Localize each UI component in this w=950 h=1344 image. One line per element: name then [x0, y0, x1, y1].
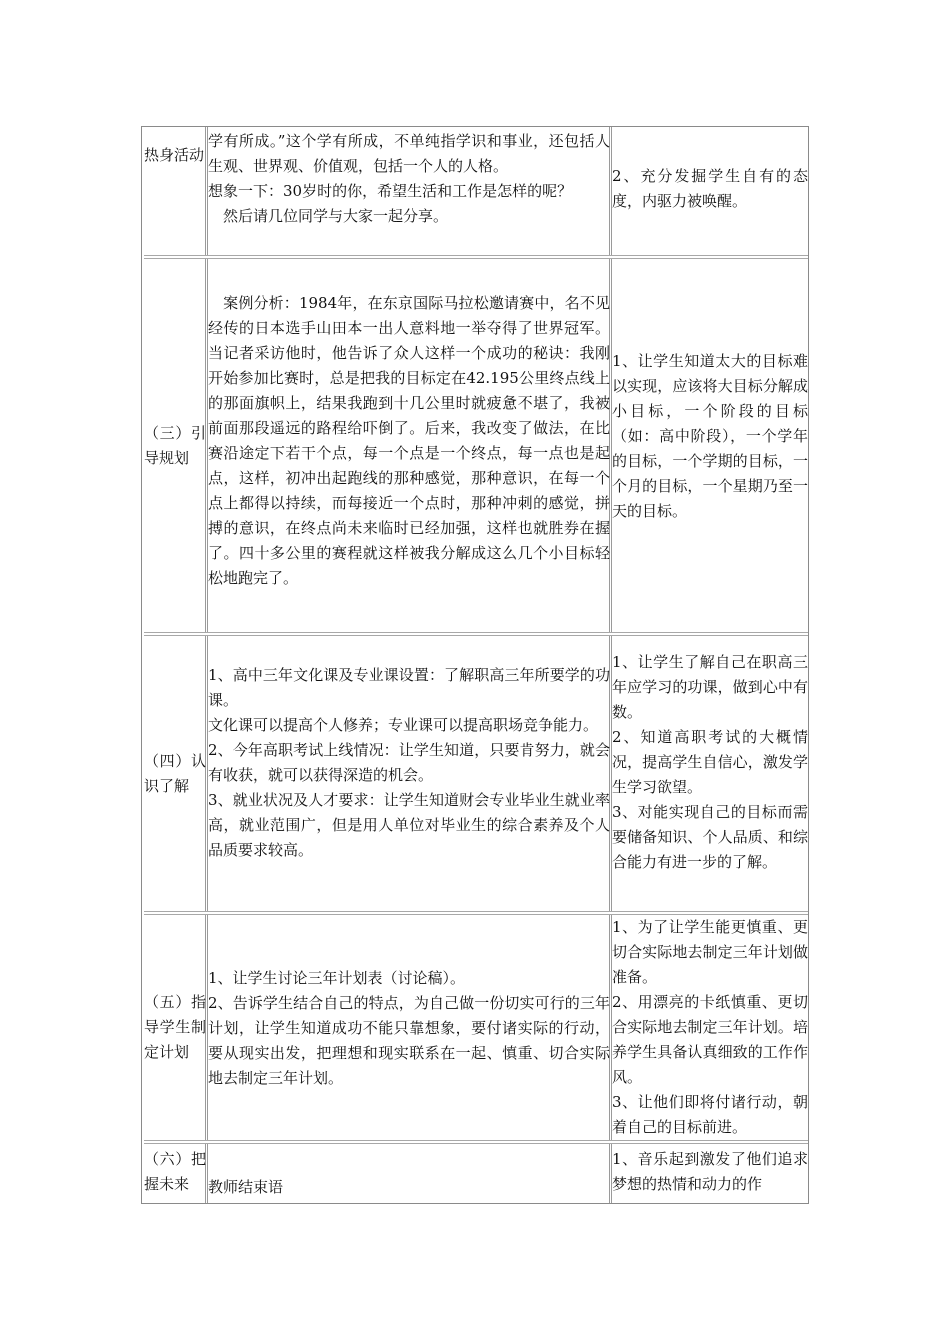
content-paragraph: 学有所成。”这个学有所成，不单纯指学识和事业，还包括人生观、世界观、价值观，包括一个人的人格。: [208, 132, 610, 175]
row-label-cell: [144, 259, 206, 632]
content-cell: [208, 636, 610, 911]
purpose-paragraph: 2、知道高职考试的大概情况，提高学生自信心，激发学生学习欲望。: [612, 728, 808, 796]
purpose-paragraph: 1、音乐起到激发了他们追求梦想的热情和动力的作: [612, 1150, 808, 1193]
purpose-paragraph: 1、让学生知道太大的目标难以实现，应该将大目标分解成小目标，一个阶段的目标（如：高中阶段），一个学年的目标，一个学期的目标，一个月的目标，一个星期乃至一天的目标。: [612, 352, 808, 520]
row-label: （三）引导规划: [144, 423, 206, 467]
content-paragraph: 2、告诉学生结合自己的特点，为自己做一份切实可行的三年计划，让学生知道成功不能只靠想象，要付诸实际的行动，要从现实出发，把理想和现实联系在一起、慎重、切合实际地去制定三年计划。: [208, 994, 610, 1087]
content-cell: [208, 259, 610, 632]
purpose-paragraph: 2、用漂亮的卡纸慎重、更切合实际地去制定三年计划。培养学生具备认真细致的工作作风。: [612, 993, 808, 1086]
purpose-cell: [612, 259, 808, 632]
row-label: （六）把握未来: [144, 1150, 206, 1193]
content-paragraph: 1、让学生讨论三年计划表（讨论稿）。: [208, 969, 466, 987]
purpose-cell: [612, 127, 808, 255]
purpose-cell: [612, 1144, 808, 1203]
table-row: [142, 636, 810, 911]
row-label: 热身活动: [144, 146, 205, 164]
table-row: [142, 259, 810, 632]
row-label-cell: [144, 915, 206, 1140]
content-paragraph: 想象一下：30岁时的你，希望生活和工作是怎样的呢？: [208, 182, 573, 200]
purpose-paragraph: 2、充分发掘学生自有的态度，内驱力被唤醒。: [612, 167, 808, 210]
content-paragraph: 3、就业状况及人才要求：让学生知道财会专业毕业生就业率高，就业范围广，但是用人单位对毕业生的综合素养及个人品质要求较高。: [208, 791, 610, 859]
content-paragraph: 然后请几位同学与大家一起分享。: [208, 207, 449, 225]
table-row: [142, 1144, 810, 1203]
content-paragraph: 2、今年高职考试上线情况：让学生知道，只要肯努力，就会有收获，就可以获得深造的机会。: [208, 741, 610, 784]
row-label: （四）认识了解: [144, 751, 206, 795]
row-label-cell: [144, 636, 206, 911]
table-row: [142, 915, 810, 1140]
table-row: [142, 127, 810, 255]
row-label-cell: [144, 1144, 206, 1203]
purpose-paragraph: 3、让他们即将付诸行动，朝着自己的目标前进。: [612, 1093, 808, 1136]
content-paragraph: 案例分析：1984年，在东京国际马拉松邀请赛中，名不见经传的日本选手山田本一出人意料地一举夺得了世界冠军。当记者采访他时，他告诉了众人这样一个成功的秘诀：我刚开始参加比赛时，总是把我的目标定在42.195公里终点线上的那面旗帜上，结果我跑到十几公里时就疲惫不堪了，我被前面那段遥远的路程给吓倒了。后来，我改变了做法，在比赛沿途定下若干个点，每一个点是一个终点，每一点也是起点，这样，初冲出起跑线的那种感觉，那种意识，在每一个点上都得以持续，而每接近一个点时，那种冲刺的感觉，拼搏的意识，在终点尚未来临时已经加强，这样也就胜券在握了。四十多公里的赛程就这样被我分解成这么几个小目标轻松地跑完了。: [208, 294, 610, 587]
row-label-cell: [144, 127, 206, 255]
purpose-paragraph: 1、让学生了解自己在职高三年应学习的功课，做到心中有数。: [612, 653, 808, 721]
content-paragraph: 文化课可以提高个人修养；专业课可以提高职场竞争能力。: [208, 716, 599, 734]
content-cell: [208, 127, 610, 255]
content-paragraph: 教师结束语: [208, 1178, 284, 1196]
lesson-plan-table: [141, 126, 809, 1204]
purpose-paragraph: 1、为了让学生能更慎重、更切合实际地去制定三年计划做准备。: [612, 918, 808, 986]
purpose-cell: [612, 636, 808, 911]
row-label: （五）指导学生制定计划: [144, 993, 206, 1061]
purpose-paragraph: 3、对能实现自己的目标而需要储备知识、个人品质、和综合能力有进一步的了解。: [612, 803, 808, 871]
content-cell: [208, 1144, 610, 1203]
content-cell: [208, 915, 610, 1140]
content-paragraph: 1、高中三年文化课及专业课设置：了解职高三年所要学的功课。: [208, 666, 610, 709]
purpose-cell: [612, 915, 808, 1140]
